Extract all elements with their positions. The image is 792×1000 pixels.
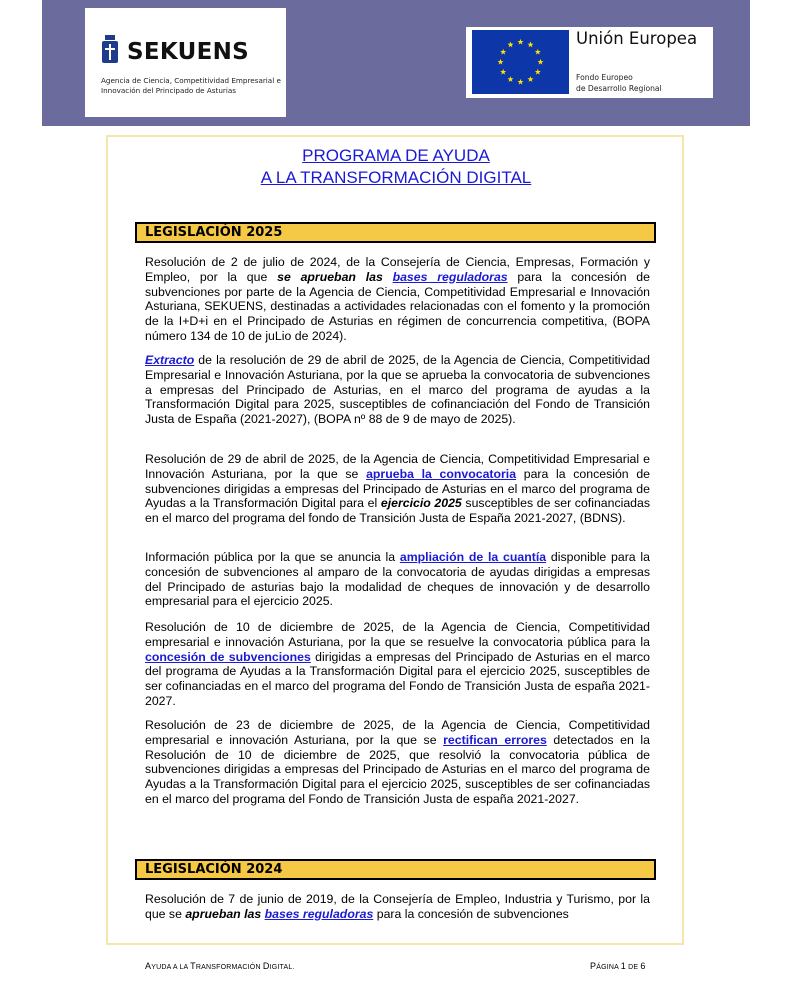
- eu-sub-line1: Fondo Europeo: [576, 73, 633, 82]
- asturias-crest-icon: [101, 35, 119, 65]
- title-line1[interactable]: PROGRAMA DE AYUDA: [302, 146, 490, 165]
- footer-page-number: PÁGINA 1 DE 6: [590, 961, 646, 971]
- rectifican-errores-link[interactable]: rectifican errores: [443, 732, 547, 747]
- aprueba-convocatoria-link[interactable]: aprueba la convocatoria: [366, 466, 517, 481]
- concesion-subvenciones-link[interactable]: concesión de subvenciones: [145, 649, 311, 664]
- bases-reguladoras-link[interactable]: bases reguladoras: [392, 269, 508, 284]
- paragraph-ampliacion: Información pública por la que se anuncia la ampliación de la cuantía disponible para la concesión de subvenciones al amparo de la convocatoria de ayudas dirigidas a empresas del Principado de asturias bajo la modalidad de cheques de innovación y de desarrollo empresarial para el ejercicio 2025.: [145, 550, 650, 609]
- eu-flag-icon: [472, 30, 569, 94]
- section-heading-2025: LEGISLACIÓN 2025: [135, 222, 656, 243]
- eu-title: Unión Europea: [576, 29, 698, 48]
- paragraph-extracto: Extracto de la resolución de 29 de abril de 2025, de la Agencia de Ciencia, Competitividad Empresarial e Innovación Asturiana, por la que se aprueba la convocatoria de subvenciones a empresas del Principado de Asturias, en el marco del programa de ayudas a la Transformación Digital para 2025, susceptibles de cofinanciación del Fondo de Transición Justa de España (2021-2027), (BOPA nº 88 de 9 de mayo de 2025).: [145, 353, 650, 427]
- extracto-link[interactable]: Extracto: [145, 353, 195, 367]
- sekuens-tagline: Agencia de Ciencia, Competitividad Empresarial e Innovación del Principado de Asturias: [101, 76, 281, 95]
- paragraph-concesion: Resolución de 10 de diciembre de 2025, de la Agencia de Ciencia, Competitividad empresarial e innovación Asturiana, por la que se resuelve la convocatoria pública para la concesión de subvenciones dirigidas a empresas del Principado de Asturias en el marco del programa de Ayudas a la Transformación Digital para el ejercicio 2025, susceptibles de ser cofinanciadas en el marco del programa del Fondo de Transición Justa de españa 2021-2027.: [145, 620, 651, 708]
- paragraph-bases-2019: Resolución de 7 de junio de 2019, de la Consejería de Empleo, Industria y Turismo, por la que se aprueban las bases reguladoras para la concesión de subvenciones: [145, 892, 650, 921]
- paragraph-convocatoria: Resolución de 29 de abril de 2025, de la Agencia de Ciencia, Competitividad Empresarial e Innovación Asturiana, por la que se aprueba la convocatoria para la concesión de subvenciones dirigidas a empresas del Principado de Asturias en el marco del programa de Ayudas a la Transformación Digital para el ejercicio 2025 susceptibles de ser cofinanciadas en el marco del programa del fondo de Transición Justa de España 2021-2027, (BDNS).: [145, 452, 651, 526]
- bases-reguladoras-2019-link[interactable]: bases reguladoras: [264, 906, 374, 921]
- ampliacion-cuantia-link[interactable]: ampliación de la cuantía: [399, 550, 547, 564]
- eu-sub-line2: de Desarrollo Regional: [576, 83, 662, 93]
- sekuens-logo[interactable]: [85, 8, 286, 117]
- paragraph-bases-2024: Resolución de 2 de julio de 2024, de la Consejería de Ciencia, Empresas, Formación y Empleo, por la que se aprueban las bases reguladoras para la concesión de subvenciones por parte de la Agencia de Ciencia, Competitividad Empresarial e Innovación Asturiana, SEKUENS, destinadas a actividades relacionadas con el fomento y la promoción de la I+D+i en el Principado de Asturias en régimen de concurrencia competitiva, (BOPA número 134 de 10 de juLio de 2024).: [145, 255, 650, 343]
- eu-subtitle: [576, 73, 662, 94]
- eu-logo[interactable]: [466, 27, 713, 98]
- sekuens-brand: SEKUENS: [127, 39, 249, 65]
- footer-document-title: AYUDA A LA TRANSFORMACIÓN DIGITAL.: [145, 961, 295, 971]
- title-line2[interactable]: A LA TRANSFORMACIÓN DIGITAL: [260, 168, 532, 187]
- paragraph-rectifican: Resolución de 23 de diciembre de 2025, de la Agencia de Ciencia, Competitividad empresarial e innovación Asturiana, por la que se rectifican errores detectados en la Resolución de 10 de diciembre de 2025, que resolvió la convocatoria pública de subvenciones dirigidas a empresas del Principado de Asturias en el marco del programa de Ayudas a la Transformación Digital para el ejercicio 2025, susceptibles de ser cofinanciadas en el marco del programa del Fondo de Transición Justa de españa 2021-2027.: [145, 718, 650, 806]
- section-heading-2024: LEGISLACIÓN 2024: [135, 859, 656, 880]
